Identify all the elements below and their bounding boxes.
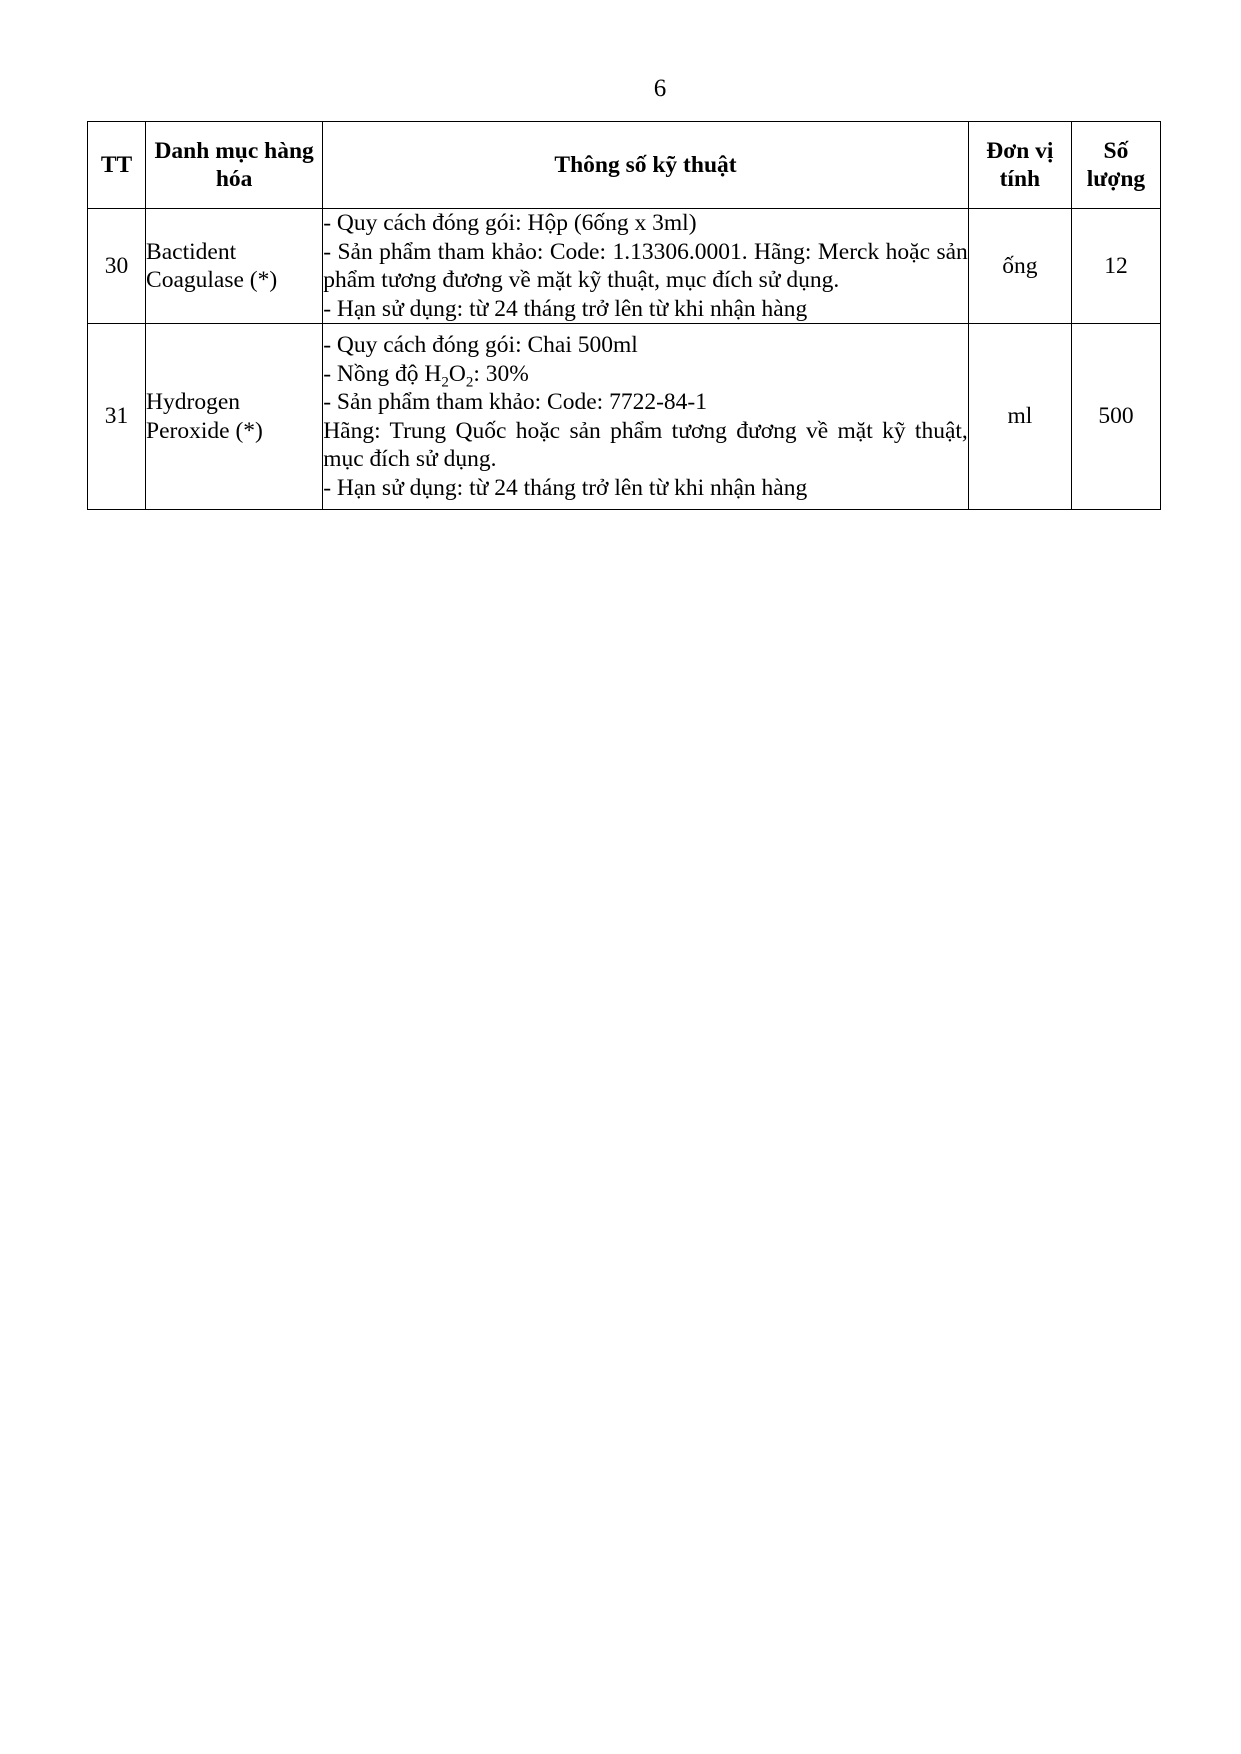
row-unit: ống: [968, 209, 1071, 324]
row-quantity: 500: [1071, 324, 1160, 510]
spec-line: Hãng: Trung Quốc hoặc sản phẩm tương đương về mặt kỹ thuật, mục đích sử dụng.: [323, 417, 968, 472]
concentration-suffix: : 30%: [473, 360, 529, 387]
spec-line: - Sản phẩm tham khảo: Code: 1.13306.0001. Hãng: Merck hoặc sản phẩm tương đương về mặt kỹ thuật, mục đích sử dụng.: [323, 238, 968, 293]
spec-line: - Quy cách đóng gói: Chai 500ml: [323, 332, 638, 358]
row-specification: [323, 209, 969, 324]
table-row: [88, 324, 1161, 510]
row-goods-name: Hydrogen Peroxide (*): [146, 324, 323, 510]
table-header-row: [88, 122, 1161, 209]
row-specification: [323, 324, 969, 510]
spec-line-concentration: [323, 360, 968, 389]
header-goods-name: Danh mục hàng hóa: [146, 122, 323, 209]
spec-line: - Hạn sử dụng: từ 24 tháng trở lên từ khi nhận hàng: [323, 474, 808, 501]
spec-line: - Sản phẩm tham khảo: Code: 7722-84-1: [323, 389, 707, 415]
header-specification: Thông số kỹ thuật: [323, 122, 969, 209]
row-goods-name: Bactident Coagulase (*): [146, 209, 323, 324]
header-tt: TT: [88, 122, 146, 209]
row-tt: 31: [88, 324, 146, 510]
spec-line: - Hạn sử dụng: từ 24 tháng trở lên từ khi nhận hàng: [323, 295, 808, 322]
spec-line: - Quy cách đóng gói: Hộp (6ống x 3ml): [323, 210, 697, 236]
row-unit: ml: [968, 324, 1071, 510]
goods-spec-table: [87, 121, 1161, 510]
subscript: 2: [441, 374, 449, 391]
row-quantity: 12: [1071, 209, 1160, 324]
row-tt: 30: [88, 209, 146, 324]
subscript: 2: [465, 374, 474, 391]
page-number: 6: [653, 75, 667, 102]
header-quantity: Số lượng: [1071, 122, 1160, 209]
concentration-prefix: - Nồng độ H: [323, 360, 442, 387]
header-unit: Đơn vị tính: [968, 122, 1071, 209]
table-row: [88, 209, 1161, 324]
concentration-mid: O: [448, 360, 466, 387]
